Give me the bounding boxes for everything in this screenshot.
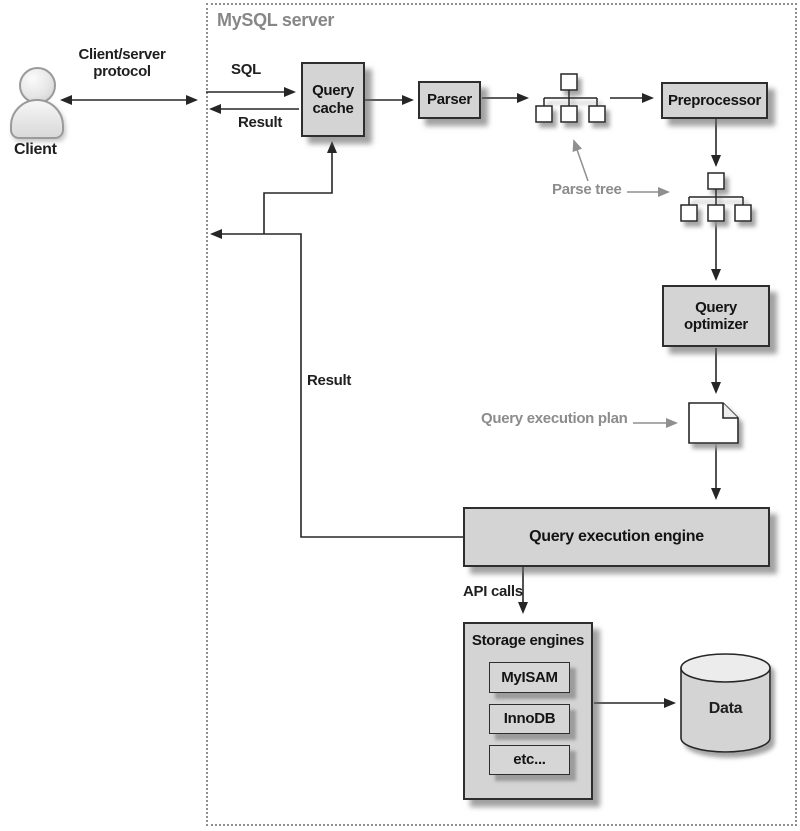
protocol-label [62,46,182,80]
node-innodb: InnoDB [489,704,570,734]
data-label: Data [708,700,743,717]
node-parser: Parser [418,81,481,119]
client-label: Client [14,141,57,158]
protocol-label-line2: protocol [93,63,151,80]
sql-label: SQL [231,61,261,78]
node-query-cache: Query cache [301,62,365,137]
node-preprocessor: Preprocessor [661,82,768,119]
wire-result-to-cache [264,143,332,234]
parse-tree-icon-1 [536,74,605,122]
node-query-execution-engine: Query execution engine [463,507,770,567]
result-return-label: Result [307,372,352,389]
query-execution-plan-label: Query execution plan [481,410,628,427]
api-calls-label: API calls [463,583,523,600]
parse-tree-label: Parse tree [552,181,622,198]
document-icon [689,403,738,443]
node-etc: etc... [489,745,570,775]
result-label: Result [238,114,283,131]
mysql-server-title: MySQL server [217,10,335,30]
storage-engines-title: Storage engines [471,632,585,649]
protocol-label-line1: Client/server [78,46,166,63]
parse-tree-icon-2 [681,173,751,221]
arrow-parsetree-callout-left [574,141,588,181]
node-storage-engines [463,622,593,800]
node-query-optimizer: Query optimizer [662,285,770,347]
node-myisam: MyISAM [489,662,570,693]
